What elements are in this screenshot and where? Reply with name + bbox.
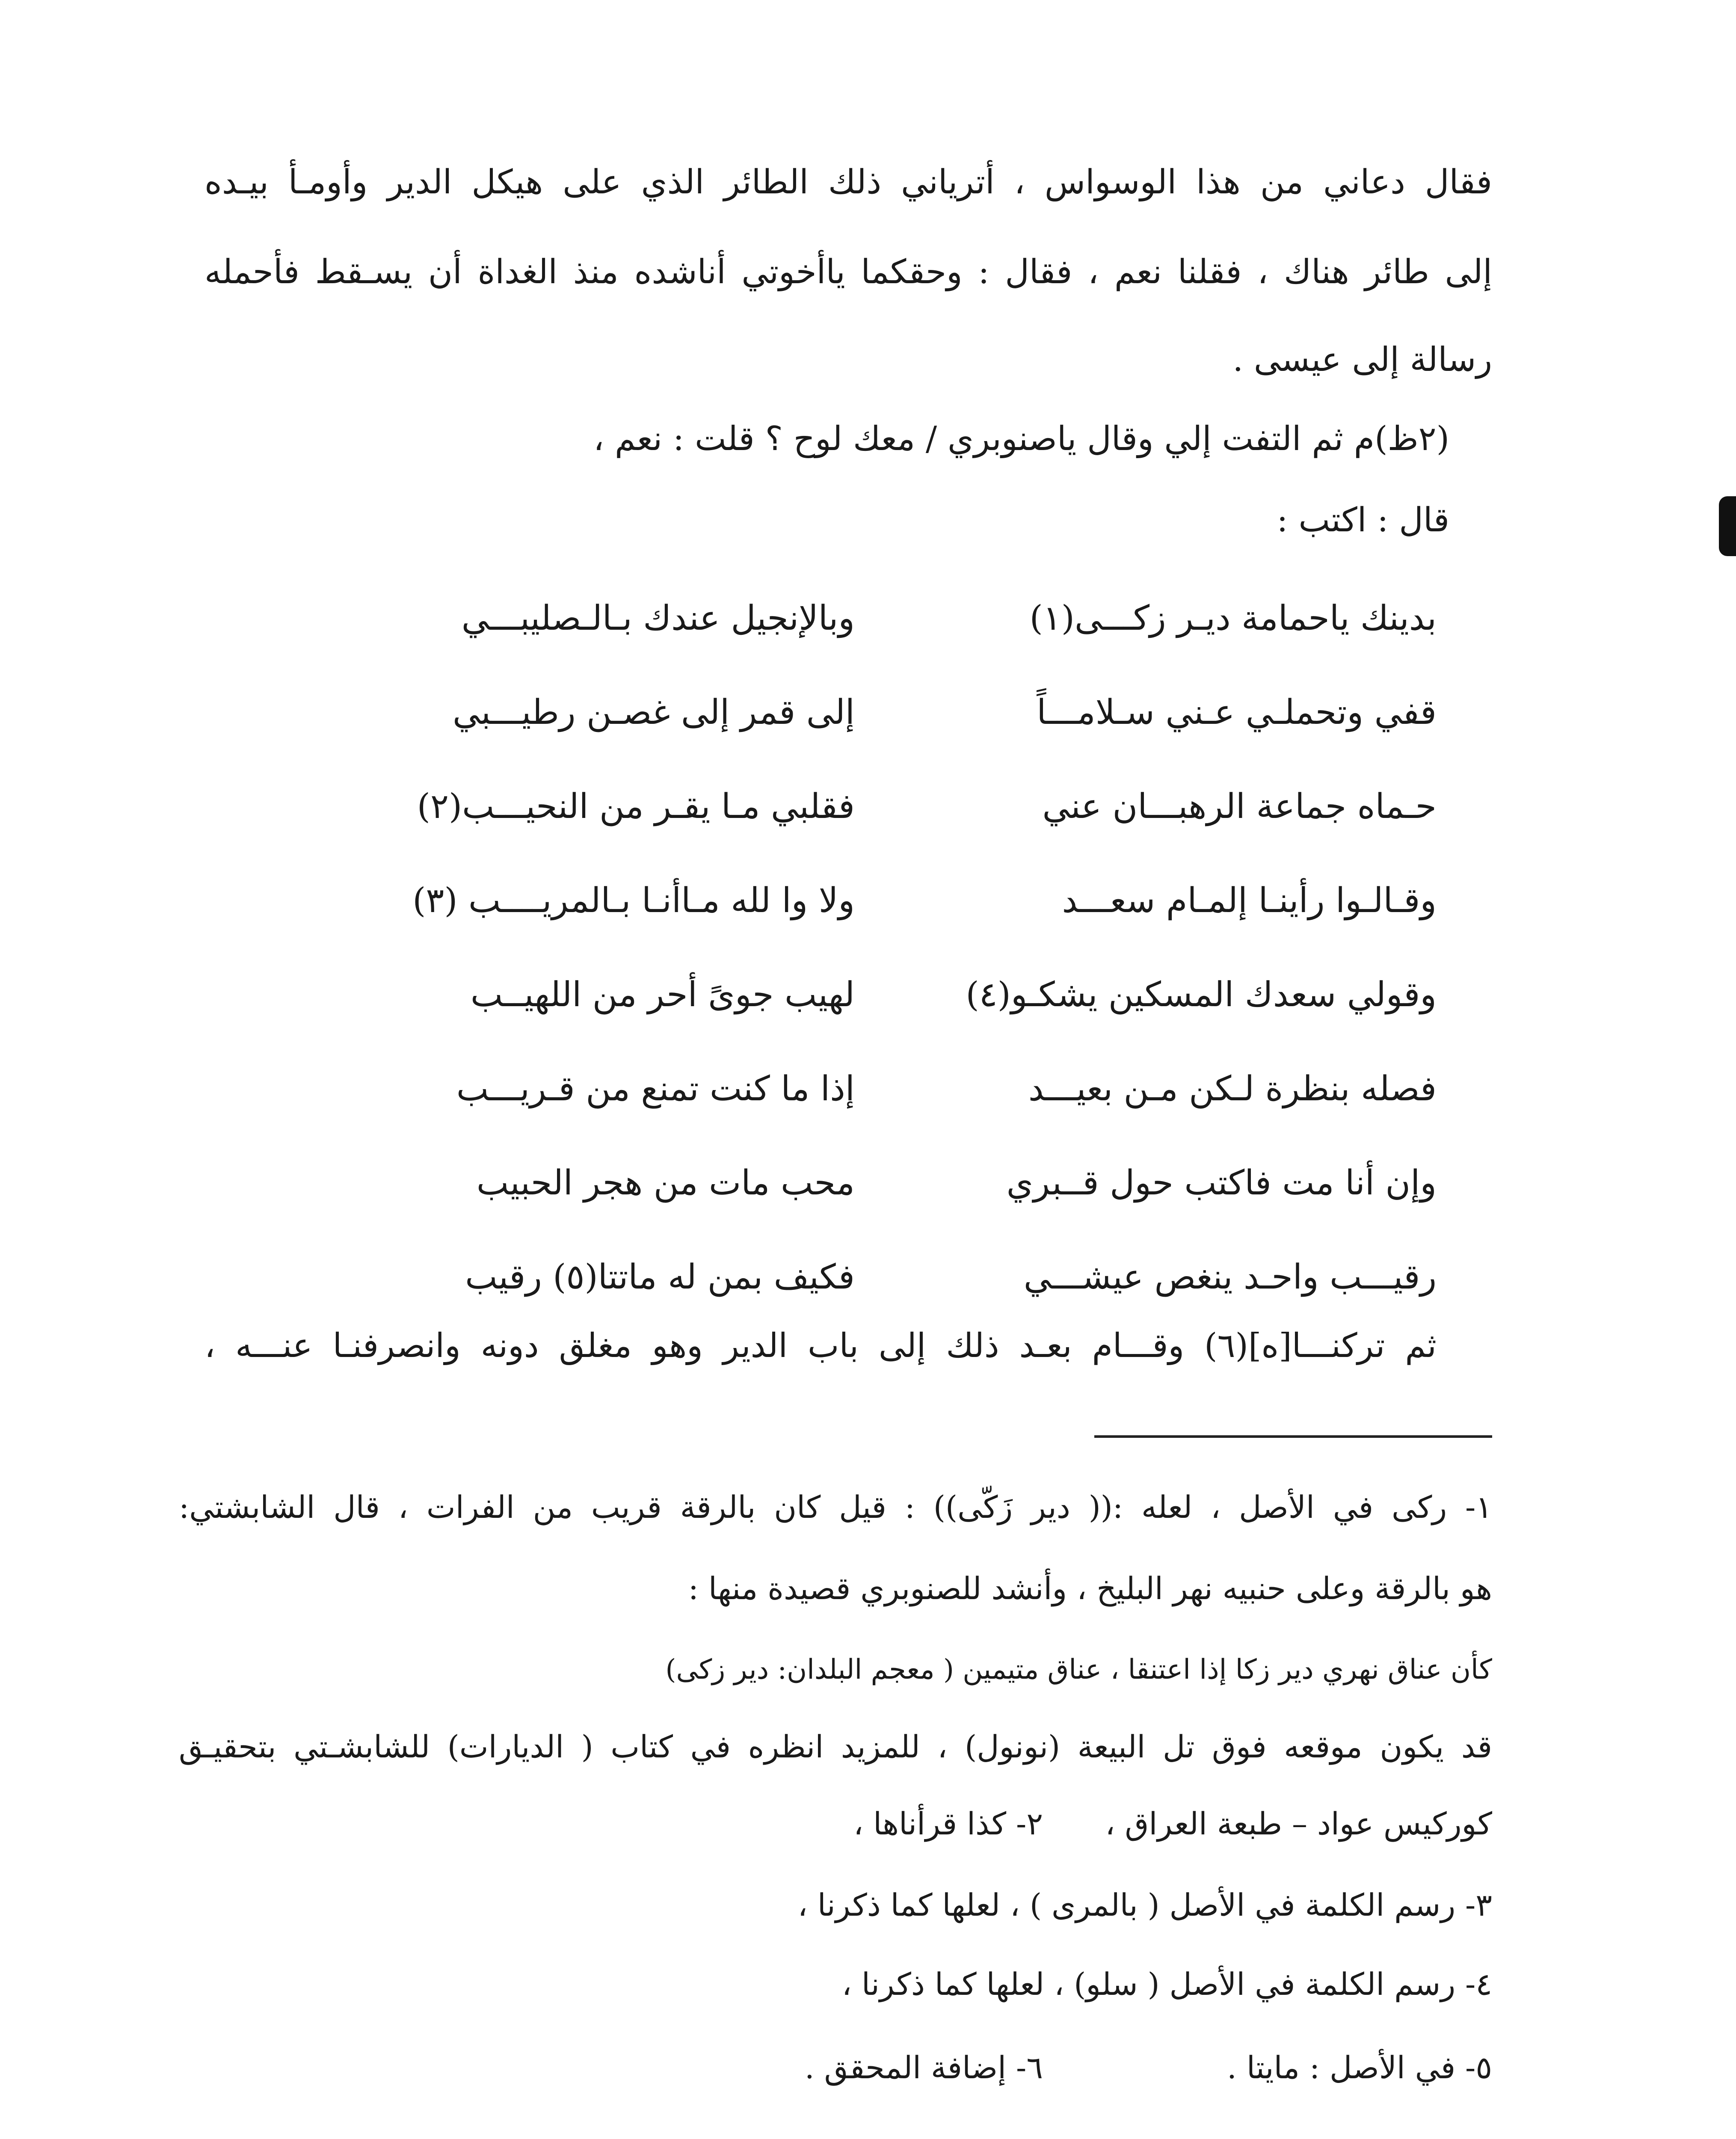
verse-5 [281,971,1437,1018]
verse-8 [281,1253,1437,1301]
verse-8-first-hemistich: رقيـــب واحـد ينغص عيشـــي [1023,1257,1437,1297]
footnote-3: ٣- رسم الكلمة في الأصل ( بالمرى ) ، لعلها كما ذكرنا ، [797,1887,1492,1923]
verse-2 [281,689,1437,736]
verse-2-second-hemistich: إلى قمر إلى غصـن رطيـــبي [452,692,855,732]
body-line-5: قال : اكتب : [1277,501,1449,539]
verse-5-second-hemistich: لهيب جوىً أحر من اللهيــب [470,975,855,1014]
verse-5-first-hemistich: وقولي سعدك المسكين يشكـو(٤) [966,975,1437,1014]
footnote-separator [1094,1435,1492,1438]
verse-3-second-hemistich: فقلبي مـا يقـر من النحيـــب(٢) [417,786,855,826]
footnote-1-line-1: ١- ركى في الأصل ، لعله :(( دير زَكّى)) : قيل كان بالرقة قريب من الفرات ، قال الشابشتي: [179,1489,1492,1525]
verse-3-first-hemistich: حـماه جماعة الرهبـــان عني [1042,786,1437,826]
body-closing-line: ثم تركنـــا[ه](٦) وقـــام بعـد ذلك إلى باب الدير وهو مغلق دونه وانصرفنـا عنـــه ، [204,1327,1437,1365]
verse-1-second-hemistich: وبالإنجيل عندك بـالـصليبـــي [461,598,855,638]
footnote-1-line-2: هو بالرقة وعلى حنبيه نهر البليخ ، وأنشد للصنوبري قصيدة منها : [688,1570,1492,1606]
verse-6-second-hemistich: إذا ما كنت تمنع من قـريـــب [456,1069,855,1108]
footnote-6: ٦- إضافة المحقق . [804,2050,1043,2086]
verse-3 [281,783,1437,830]
footnote-1-line-4: قد يكون موقعه فوق تل البيعة (نونول) ، للمزيد انظره في كتاب ( الديارات) للشابشـتي بتحقيـق [179,1729,1492,1765]
verse-7-first-hemistich: وإن أنا مت فاكتب حول قــبري [1006,1163,1437,1203]
page-edge-mark [1719,496,1736,556]
verse-1-first-hemistich: بدينك ياحمامة ديـر زكـــى(١) [1029,598,1437,638]
verse-6 [281,1065,1437,1112]
footnote-1-line-5: كوركيس عواد – طبعة العراق ، [1105,1806,1492,1842]
verse-4 [281,877,1437,924]
footnote-4: ٤- رسم الكلمة في الأصل ( سلو) ، لعلها كما ذكرنا ، [841,1966,1492,2002]
verse-4-second-hemistich: ولا وا لله مـاأنـا بـالمريــــب (٣) [412,880,855,920]
body-line-4: (٢ظ)م ثم التفت إلي وقال ياصنوبري / معك لوح ؟ قلت : نعم ، [593,420,1449,458]
verse-2-first-hemistich: قفي وتحملـي عـني سـلامـــاً [1037,692,1437,732]
verse-8-second-hemistich: فكيف بمن له ماتتا(٥) رقيب [465,1257,855,1297]
verse-7 [281,1159,1437,1206]
footnote-5: ٥- في الأصل : مايتا . [1227,2050,1492,2086]
verse-1 [281,595,1437,642]
body-line-1: فقال دعاني من هذا الوسواس ، أترياني ذلك الطائر الذي على هيكل الدير وأومـأ بيـده [204,163,1492,201]
verse-7-second-hemistich: محب مات من هجر الحبيب [476,1163,855,1203]
footnote-1-line-3: كأن عناق نهري دير زكا إذا اعتنقا ، عناق متيمين ( معجم البلدان: دير زكى) [665,1654,1492,1686]
body-line-2: إلى طائر هناك ، فقلنا نعم ، فقال : وحقكما ياأخوتي أناشده منذ الغداة أن يسـقط فأحمله [204,253,1492,291]
verse-6-first-hemistich: فصله بنظرة لـكن مـن بعيـــد [1028,1069,1437,1108]
verse-4-first-hemistich: وقـالـوا رأينـا إلمـام سعـــد [1062,880,1437,920]
footnote-2: ٢- كذا قرأناها ، [853,1806,1043,1842]
body-line-3: رسالة إلى عيسى . [1232,341,1492,379]
